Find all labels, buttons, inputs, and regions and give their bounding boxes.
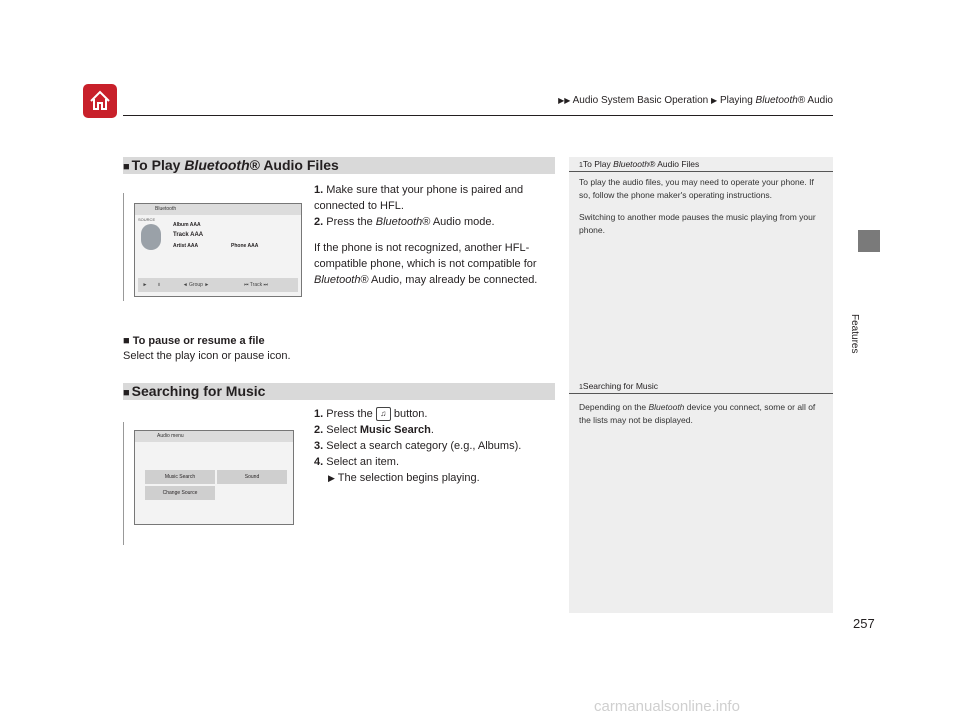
audio-menu-button-icon: ♫ [376, 407, 391, 421]
step-item: 1. Make sure that your phone is paired and connected to HFL. [314, 184, 524, 212]
home-button[interactable] [83, 84, 117, 118]
steps-list [314, 182, 554, 288]
audio-menu-screen-illustration [123, 422, 304, 545]
screen-title: Bluetooth [135, 204, 301, 215]
paragraph: If the phone is not recognized, another HFL-compatible phone, which is not compatible for Bluetooth® Audio, may already be connected. [314, 242, 538, 286]
section-square-icon: ■ [123, 161, 130, 173]
result-arrow-icon: ▶ [328, 473, 335, 483]
step-item: 2. Select Music Search. [314, 424, 434, 436]
section-square-icon: ■ [123, 335, 130, 347]
note-heading: 1Searching for Music [569, 381, 833, 394]
breadcrumb [558, 95, 833, 106]
step-item: 2. Press the Bluetooth® Audio mode. [314, 216, 495, 228]
artist-label: Artist AAA [173, 243, 199, 249]
step-result: ▶ The selection begins playing. [328, 472, 480, 484]
note-body: Depending on the Bluetooth device you connect, some or all of the lists may not be displayed. [579, 402, 816, 425]
chapter-tab-label: Features [849, 314, 860, 354]
control-bar [138, 278, 298, 292]
page-number: 257 [853, 616, 875, 631]
sound-button[interactable]: Sound [217, 470, 287, 484]
home-icon [88, 89, 112, 113]
play-icon[interactable]: ► [142, 282, 148, 288]
screen-title: Audio menu [135, 431, 293, 442]
header-rule [123, 115, 833, 116]
breadcrumb-arrow-icon: ▶▶ [558, 96, 571, 105]
music-search-button[interactable]: Music Search [145, 470, 215, 484]
steps-list [314, 406, 554, 486]
track-control[interactable]: ⏮ Track ⏭ [243, 282, 269, 288]
subheading: ■ To pause or resume a file [123, 335, 265, 347]
change-source-button[interactable]: Change Source [145, 486, 215, 500]
breadcrumb-item[interactable]: Audio System Basic Operation [572, 95, 709, 106]
note-heading: 1To Play Bluetooth® Audio Files [569, 159, 833, 172]
section-square-icon: ■ [123, 387, 130, 399]
step-item: 4. Select an item. [314, 456, 400, 468]
note-marker-icon: 1 [579, 384, 583, 391]
step-item: 1. Press the ♫ button. [314, 408, 428, 420]
section-title: ■ Searching for Music [123, 383, 555, 400]
album-label: Album AAA [173, 222, 201, 228]
source-label: SOURCE [138, 217, 156, 222]
section-title: ■ To Play Bluetooth® Audio Files [123, 157, 555, 174]
group-control[interactable]: ◄ Group ► [182, 282, 210, 288]
notes-column [569, 157, 833, 613]
body-text: Select the play icon or pause icon. [123, 350, 291, 362]
step-item: 3. Select a search category (e.g., Albums). [314, 440, 522, 452]
breadcrumb-item[interactable]: Playing Bluetooth® Audio [719, 95, 833, 106]
bluetooth-icon [141, 224, 161, 250]
phone-label: Phone AAA [231, 243, 259, 249]
chapter-tab-marker [858, 230, 880, 252]
bluetooth-screen-illustration [123, 193, 304, 301]
note-body: To play the audio files, you may need to operate your phone. If so, follow the phone maker's operating instructions. Switching to another mode pauses the music playing from your phone. [579, 177, 816, 235]
note-marker-icon: 1 [579, 162, 583, 169]
track-label: Track AAA [173, 232, 204, 238]
breadcrumb-arrow-icon: ▶ [711, 96, 718, 105]
pause-icon[interactable]: ॥ [157, 282, 161, 288]
watermark: carmanualsonline.info [594, 698, 740, 715]
